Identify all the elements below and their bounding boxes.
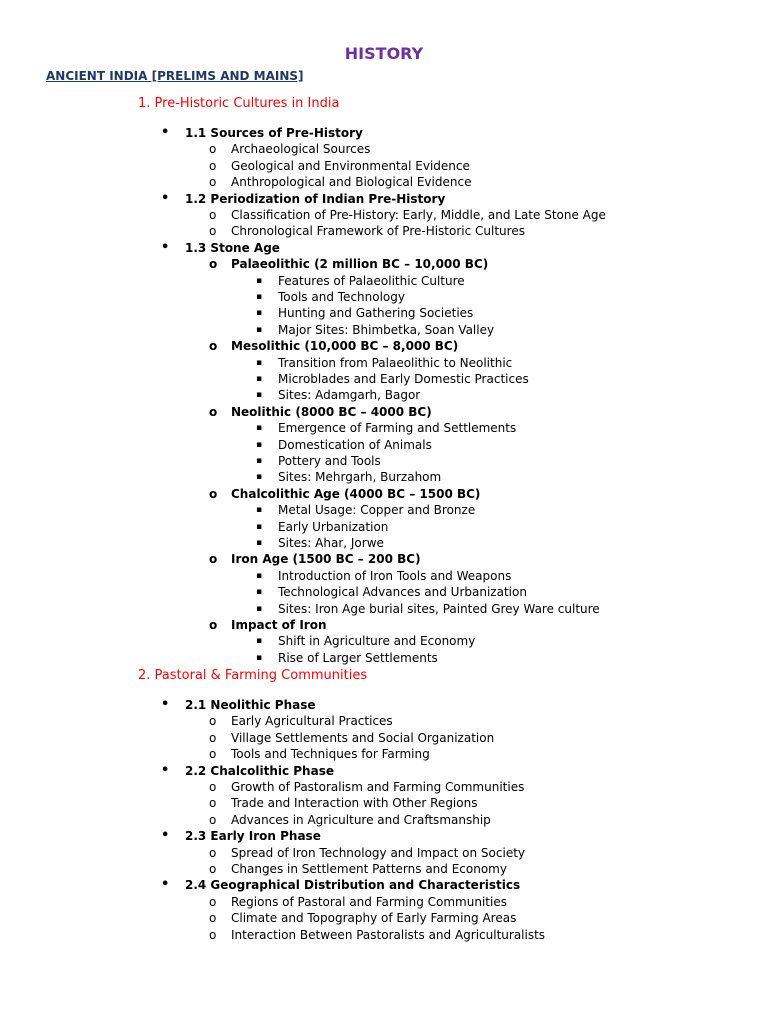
bullet-icon: o: [209, 175, 217, 190]
list-item-text: Sites: Iron Age burial sites, Painted Grey Ware culture: [278, 601, 600, 616]
bullet-icon: ▪: [256, 521, 263, 532]
list-item: [256, 273, 465, 289]
list-item: [256, 305, 474, 321]
bullet-icon: ▪: [256, 538, 263, 548]
list-item-text: Sites: Mehrgarh, Burzahom: [278, 470, 442, 485]
list-item-text: 1.2 Periodization of Indian Pre-History: [185, 191, 446, 206]
bullet-icon: ▪: [256, 505, 263, 516]
list-item: [209, 338, 459, 354]
list-item-text: Microblades and Early Domestic Practices: [278, 372, 529, 386]
bullet-icon: o: [209, 845, 217, 860]
bullet-icon: ▪: [256, 472, 263, 483]
list-item-text: Hunting and Gathering Societies: [278, 306, 474, 321]
list-item: [209, 910, 517, 926]
list-item-text: 2.3 Early Iron Phase: [185, 829, 321, 844]
list-item: [209, 795, 478, 811]
list-item: [209, 404, 432, 420]
list-item: [209, 927, 546, 943]
list-item: [256, 584, 527, 600]
bullet-icon: •: [161, 125, 170, 140]
bullet-icon: o: [209, 142, 217, 157]
section-title: 1. Pre-Historic Cultures in India: [138, 96, 340, 111]
bullet-icon: ▪: [256, 390, 263, 401]
bullet-icon: o: [209, 862, 217, 876]
list-item: [256, 371, 529, 387]
bullet-icon: o: [209, 486, 218, 501]
list-item-text: Emergence of Farming and Settlements: [278, 421, 517, 436]
list-item-text: Climate and Topography of Early Farming Areas: [231, 911, 517, 926]
list-item: [256, 535, 384, 551]
list-item-text: 2.4 Geographical Distribution and Characteristics: [185, 878, 521, 893]
list-item: [209, 223, 525, 239]
list-item: [256, 355, 513, 371]
list-item-text: Anthropological and Biological Evidence: [231, 175, 472, 190]
list-item: [256, 568, 512, 584]
list-item-text: Spread of Iron Technology and Impact on Society: [231, 845, 526, 860]
bullet-icon: o: [209, 552, 218, 567]
bullet-icon: o: [209, 780, 217, 794]
bullet-icon: ▪: [256, 603, 263, 614]
list-item: [256, 420, 517, 436]
list-item: [161, 125, 363, 141]
list-item: [209, 861, 507, 877]
bullet-icon: o: [209, 404, 218, 419]
bullet-icon: o: [209, 730, 217, 745]
list-item-text: Shift in Agriculture and Economy: [278, 634, 476, 649]
list-item: [256, 469, 442, 485]
list-item-text: 2.2 Chalcolithic Phase: [185, 763, 334, 778]
bullet-icon: ▪: [256, 439, 263, 450]
list-item: [209, 551, 421, 567]
list-item: [209, 158, 470, 174]
list-item: [256, 322, 495, 338]
bullet-icon: o: [209, 158, 217, 173]
list-item-text: Introduction of Iron Tools and Weapons: [278, 568, 512, 583]
bullet-icon: o: [209, 714, 217, 729]
bullet-icon: ▪: [256, 275, 263, 286]
list-item-text: Early Urbanization: [278, 519, 389, 534]
bullet-icon: ▪: [256, 636, 263, 647]
list-item: [161, 190, 446, 207]
list-item-text: Regions of Pastoral and Farming Communities: [231, 894, 507, 909]
list-item-text: Growth of Pastoralism and Farming Communities: [231, 780, 525, 794]
bullet-icon: •: [161, 190, 170, 206]
bullet-icon: o: [209, 618, 218, 632]
list-item: [161, 697, 316, 713]
bullet-icon: o: [209, 208, 217, 222]
list-item-text: Domestication of Animals: [278, 437, 432, 452]
subheading: ANCIENT INDIA [PRELIMS AND MAINS]: [46, 69, 304, 83]
list-item-text: Major Sites: Bhimbetka, Soan Valley: [278, 322, 495, 337]
list-item-text: Tools and Techniques for Farming: [231, 747, 430, 762]
list-item-text: Classification of Pre-History: Early, Middle, and Late Stone Age: [231, 208, 606, 222]
list-item: [209, 730, 495, 746]
list-item-text: Sites: Ahar, Jorwe: [278, 536, 384, 550]
bullet-icon: •: [161, 828, 170, 844]
page-title: HISTORY: [344, 44, 424, 63]
list-item: [256, 502, 476, 518]
list-item-text: Village Settlements and Social Organization: [231, 730, 495, 745]
list-item: [256, 453, 381, 469]
list-item-text: Interaction Between Pastoralists and Agriculturalists: [231, 927, 546, 942]
list-item-text: Archaeological Sources: [231, 142, 371, 157]
list-item: [209, 746, 430, 762]
list-item-text: Geological and Environmental Evidence: [231, 158, 470, 173]
bullet-icon: o: [209, 812, 217, 827]
bullet-icon: ▪: [256, 456, 263, 466]
list-item-text: 1.3 Stone Age: [185, 240, 280, 255]
bullet-icon: o: [209, 339, 218, 354]
list-item: [256, 289, 405, 305]
list-item-text: Advances in Agriculture and Craftsmanship: [231, 812, 491, 827]
list-item: [256, 633, 476, 649]
list-item-text: Mesolithic (10,000 BC – 8,000 BC): [231, 339, 459, 354]
list-item: [256, 650, 438, 666]
list-item-text: Palaeolithic (2 million BC – 10,000 BC): [231, 257, 489, 272]
bullet-icon: •: [161, 697, 170, 712]
list-item-text: Neolithic (8000 BC – 4000 BC): [231, 404, 432, 419]
list-item: [256, 519, 389, 535]
bullet-icon: ▪: [256, 652, 263, 663]
bullet-icon: ▪: [256, 308, 263, 319]
bullet-icon: •: [161, 877, 170, 893]
list-item-text: Impact of Iron: [231, 618, 327, 632]
list-item-text: Trade and Interaction with Other Regions: [231, 796, 478, 811]
bullet-icon: ▪: [256, 357, 263, 368]
list-item-text: Technological Advances and Urbanization: [278, 585, 527, 600]
bullet-icon: ▪: [256, 423, 263, 434]
list-item-text: Tools and Technology: [278, 290, 405, 304]
bullet-icon: o: [209, 224, 217, 239]
list-item-text: Transition from Palaeolithic to Neolithic: [278, 355, 513, 370]
bullet-icon: ▪: [256, 587, 263, 598]
bullet-icon: ▪: [256, 570, 263, 581]
list-item-text: 2.1 Neolithic Phase: [185, 698, 316, 712]
bullet-icon: ▪: [256, 374, 263, 384]
list-item: [256, 601, 600, 617]
list-item: [209, 207, 606, 223]
bullet-icon: ▪: [256, 324, 263, 335]
list-item: [209, 845, 526, 861]
list-item: [209, 894, 507, 910]
list-item: [209, 713, 393, 729]
bullet-icon: o: [209, 894, 217, 909]
list-item-text: Changes in Settlement Patterns and Economy: [231, 862, 507, 876]
bullet-icon: o: [209, 927, 217, 942]
bullet-icon: o: [209, 911, 217, 926]
list-item: [209, 141, 371, 157]
list-item: [256, 437, 432, 453]
list-item-text: Early Agricultural Practices: [231, 714, 393, 729]
list-item: [161, 828, 321, 844]
list-item-text: Metal Usage: Copper and Bronze: [278, 503, 476, 518]
list-item: [209, 256, 489, 272]
list-item-text: Pottery and Tools: [278, 454, 381, 468]
list-item: [209, 486, 481, 502]
list-item: [256, 387, 421, 403]
list-item: [161, 762, 334, 779]
list-item-text: Sites: Adamgarh, Bagor: [278, 388, 421, 403]
list-item: [161, 877, 521, 893]
list-item-text: Iron Age (1500 BC – 200 BC): [231, 552, 421, 567]
bullet-icon: •: [161, 239, 170, 255]
bullet-icon: o: [209, 257, 218, 272]
list-item: [209, 174, 472, 190]
bullet-icon: •: [161, 762, 170, 778]
bullet-icon: o: [209, 796, 217, 811]
list-item-text: 1.1 Sources of Pre-History: [185, 126, 363, 140]
section-title: 2. Pastoral & Farming Communities: [138, 668, 368, 683]
list-item: [209, 779, 525, 795]
list-item: [161, 239, 280, 256]
list-item-text: Features of Palaeolithic Culture: [278, 273, 465, 288]
bullet-icon: o: [209, 747, 217, 762]
bullet-icon: ▪: [256, 292, 263, 302]
list-item-text: Chalcolithic Age (4000 BC – 1500 BC): [231, 486, 481, 501]
list-item: [209, 812, 491, 828]
list-item-text: Chronological Framework of Pre-Historic Cultures: [231, 224, 525, 239]
list-item: [209, 617, 327, 633]
list-item-text: Rise of Larger Settlements: [278, 650, 438, 665]
